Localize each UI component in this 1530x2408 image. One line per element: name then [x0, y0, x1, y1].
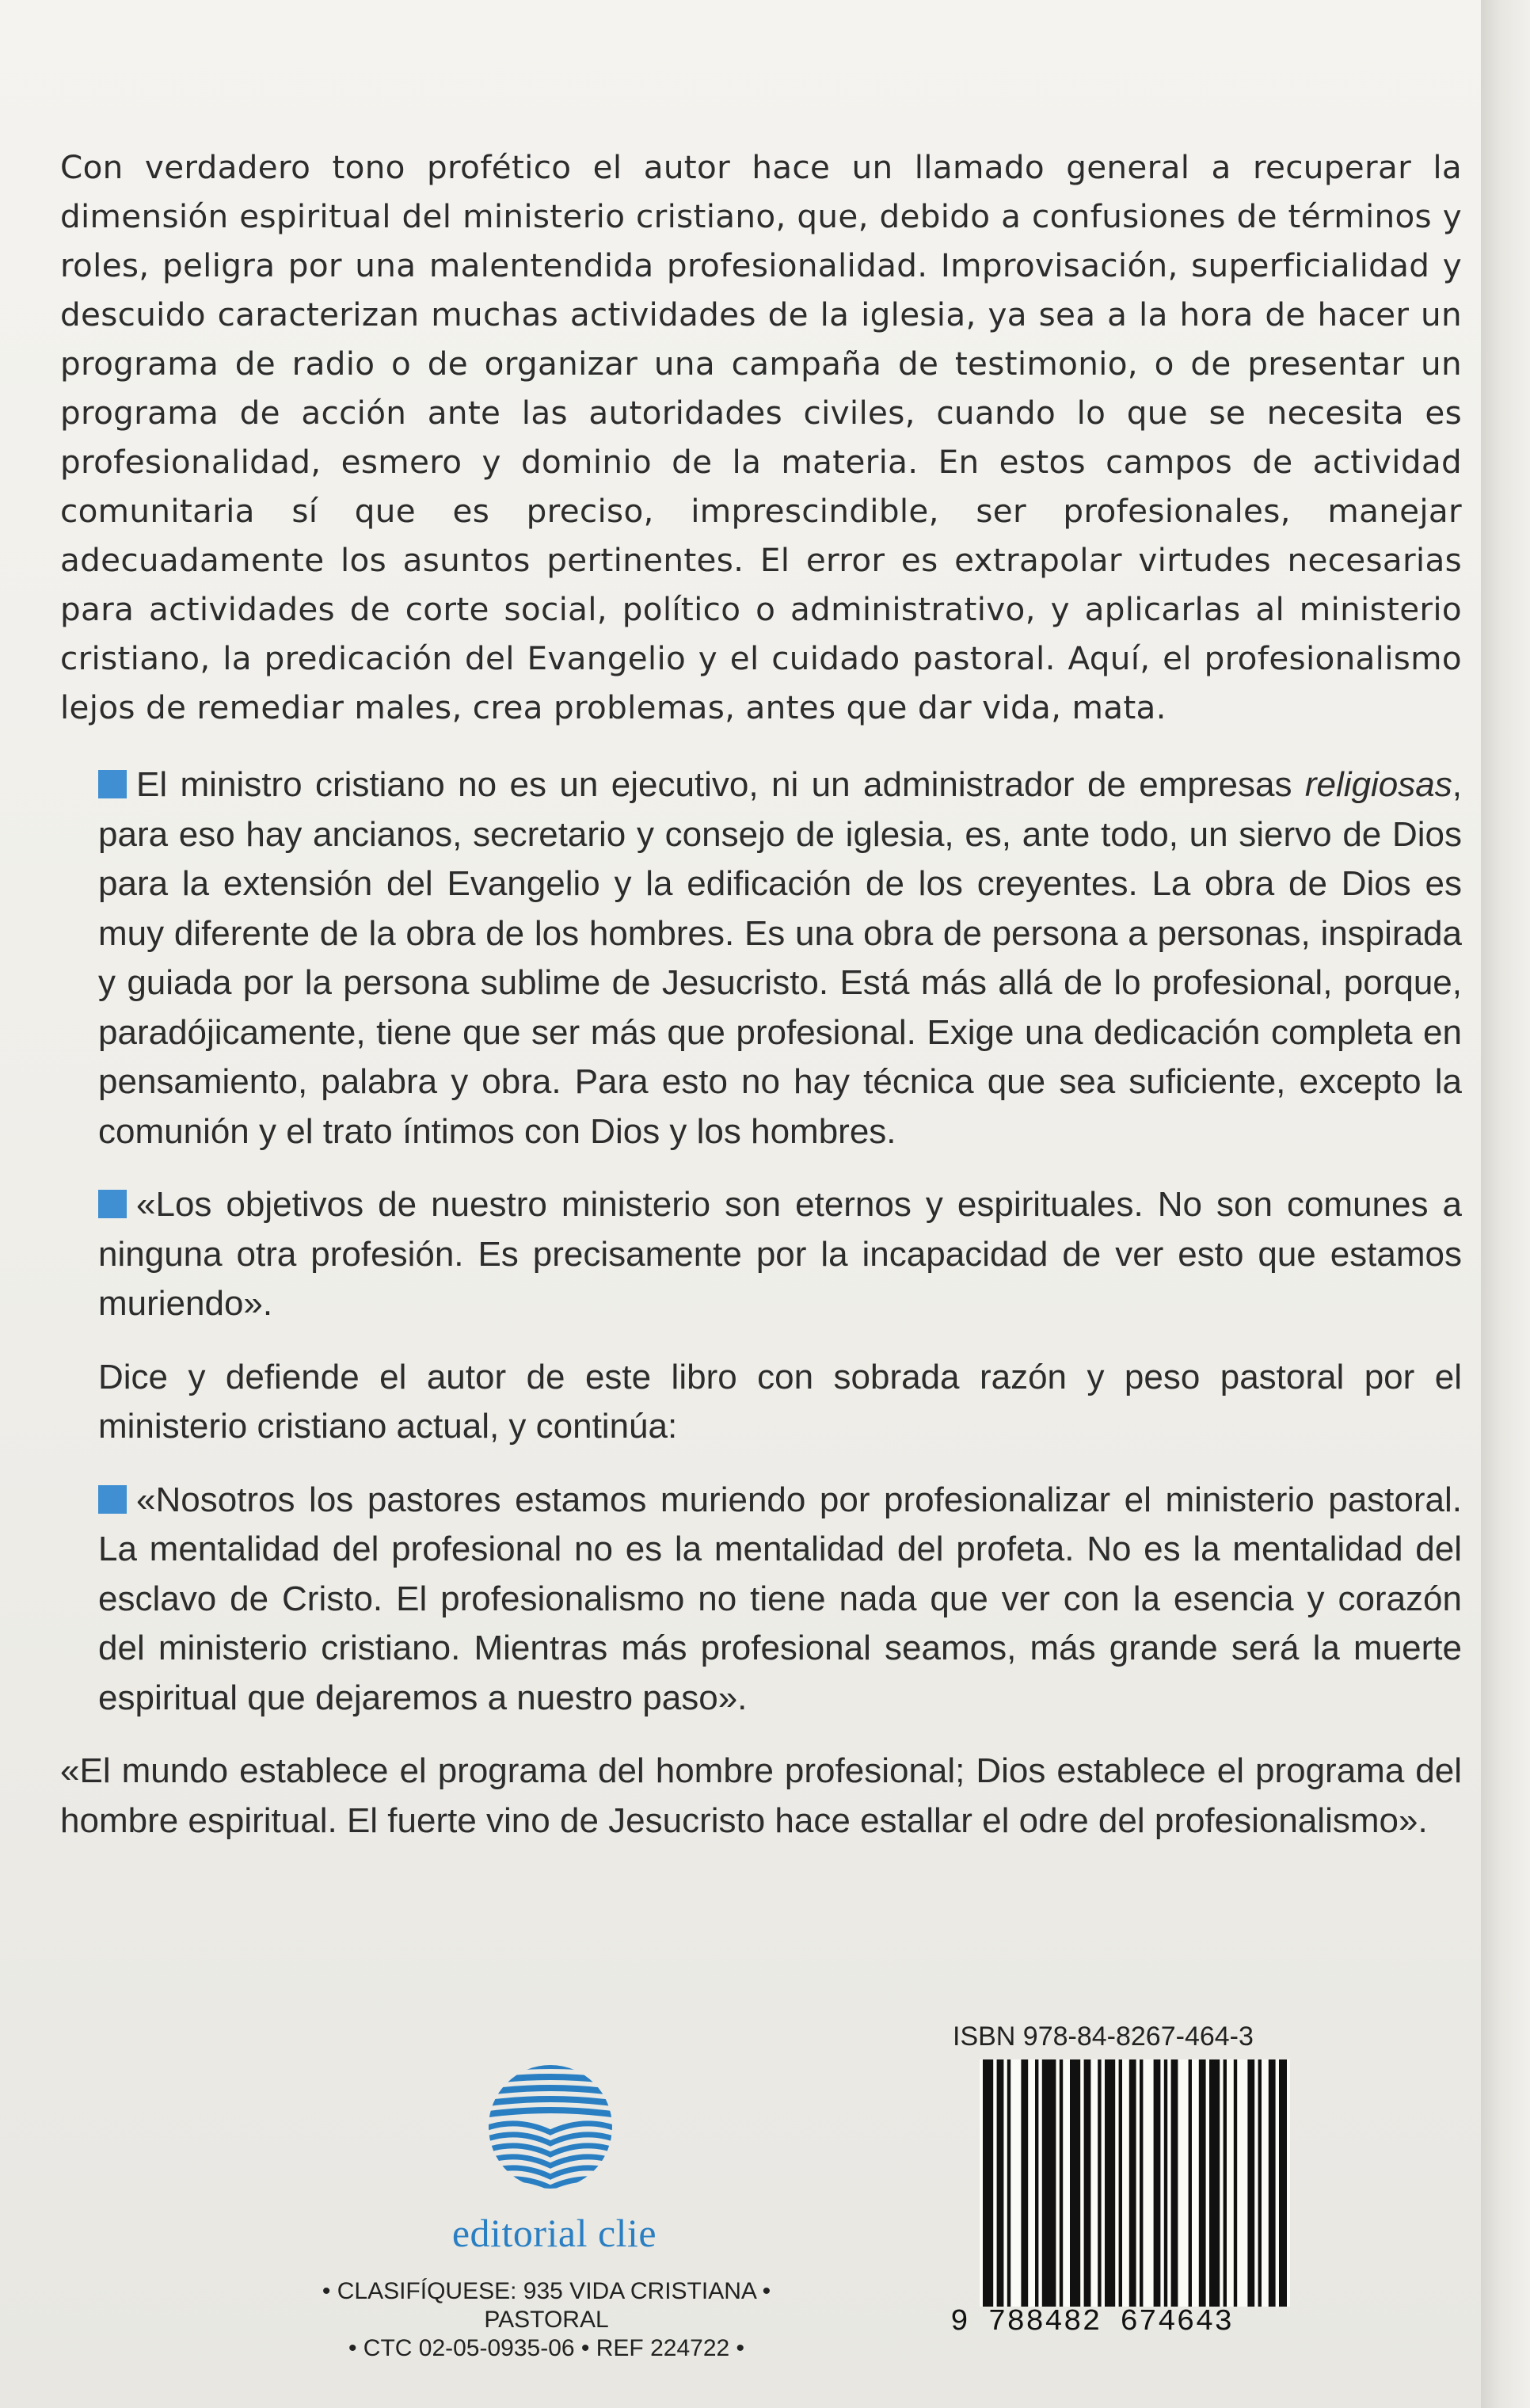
barcode-bars: [980, 2059, 1290, 2307]
bullet-paragraph-3: [60, 1476, 1462, 1724]
classification-block: [269, 2277, 824, 2363]
bullet-3-text: «Nosotros los pastores estamos muriendo por profesionalizar el ministerio pastoral. La mentalidad del profesional no es la mentalidad del profeta. No es la mentalidad del esclavo de Cristo. El profesionalismo no tiene nada que ver con la esencia y corazón del ministerio cristiano. Mientras más profesional seamos, más grande será la muerte espiritual que dejaremos a nuestro paso».: [98, 1480, 1462, 1717]
bullet-paragraph-2: [60, 1180, 1462, 1329]
bullet-paragraph-1: [60, 760, 1462, 1156]
barcode-bar: [1224, 2059, 1227, 2307]
barcode-bar: [1119, 2059, 1122, 2307]
barcode-bar: [1084, 2059, 1091, 2307]
barcode-bar: [1070, 2059, 1080, 2307]
blue-square-bullet-icon: [98, 1190, 127, 1218]
bullet-1-text-end: , para eso hay ancianos, secretario y consejo de iglesia, es, ante todo, un siervo de Dios para la extensión del Evangelio y la edificación de los creyentes. La obra de Dios es muy diferente de la obra de los hombres. Es una obra de persona a personas, inspirada y guiada por la persona sublime de Jesucristo. Está más allá de lo profesional, porque, paradójicamente, tiene que ser más que profesional. Exige una dedicación completa en pensamiento, palabra y obra. Para esto no hay técnica que sea suficiente, excepto la comunión y el trato íntimos con Dios y los hombres.: [98, 765, 1462, 1151]
barcode-bar: [1154, 2059, 1161, 2307]
bullet-1-italic-word: religiosas: [1304, 765, 1452, 804]
classification-line: • CTC 02-05-0935-06 • REF 224722 •: [348, 2335, 745, 2361]
barcode-bar: [1247, 2059, 1254, 2307]
barcode-bar: [1105, 2059, 1115, 2307]
barcode-bar: [1269, 2059, 1276, 2307]
barcode-bar: [1042, 2059, 1056, 2307]
barcode-bar: [1171, 2059, 1178, 2307]
barcode-bar: [1209, 2059, 1220, 2307]
barcode-bar: [1021, 2059, 1028, 2307]
barcode-bar: [1060, 2059, 1063, 2307]
closing-paragraph: «El mundo establece el programa del hombre profesional; Dios establece el programa del hombre espiritual. El fuerte vino de Jesucristo hace estallar el odre del profesionalismo».: [60, 1751, 1462, 1840]
barcode-bar: [1129, 2059, 1136, 2307]
book-spine-edge: [1481, 0, 1530, 2408]
bullet-1-text-start: El ministro cristiano no es un ejecutivo, ni un administrador de empresas: [136, 765, 1305, 804]
classification-line: • CLASIFÍQUESE: 935 VIDA CRISTIANA •: [322, 2278, 771, 2304]
middle-paragraph: Dice y defiende el autor de este libro con sobrada razón y peso pastoral por el ministerio cristiano actual, y continúa:: [98, 1357, 1462, 1446]
isbn-barcode: [980, 2059, 1290, 2307]
barcode-bar: [1164, 2059, 1167, 2307]
barcode-bar: [1234, 2059, 1237, 2307]
barcode-bar: [1035, 2059, 1038, 2307]
barcode-digits: 9 788482 674643: [950, 2305, 1234, 2339]
barcode-bar: [1279, 2059, 1287, 2307]
intro-paragraph: Con verdadero tono profético el autor hace un llamado general a recuperar la dimensión espiritual del ministerio cristiano, que, debido a confusiones de términos y roles, peligra por una malentendida profesionalidad. Improvisación, superficialidad y descuido caracterizan muchas actividades de la iglesia, ya sea a la hora de hacer un programa de radio o de organizar una campaña de testimonio, o de presentar un programa de acción ante las autoridades civiles, cuando lo que se necesita es profesionalidad, esmero y dominio de la materia. En estos campos de actividad comunitaria sí que es preciso, imprescindible, ser profesionales, manejar adecuadamente los asuntos pertinentes. El error es extrapolar virtudes necesarias para actividades de corte social, político o administrativo, y aplicarlas al ministerio cristiano, la predicación del Evangelio y el cuidado pastoral. Aquí, el profesionalismo lejos de remediar males, crea problemas, antes que dar vida, mata.: [60, 148, 1462, 726]
barcode-bar: [1199, 2059, 1206, 2307]
barcode-bar: [1140, 2059, 1143, 2307]
publisher-name: editorial clie: [451, 2211, 657, 2255]
barcode-bar: [983, 2059, 993, 2307]
classification-line: PASTORAL: [484, 2307, 609, 2333]
isbn-label: ISBN 978-84-8267-464-3: [953, 2021, 1254, 2052]
book-globe-logo-icon: [483, 2059, 618, 2194]
blue-square-bullet-icon: [98, 1485, 127, 1514]
blue-square-bullet-icon: [98, 770, 127, 798]
bullet-2-text: «Los objetivos de nuestro ministerio son eternos y espirituales. No son comunes a ninguna otra profesión. Es precisamente por la incapacidad de ver esto que estamos muriendo».: [98, 1185, 1462, 1323]
back-cover-text: [60, 143, 1462, 1846]
barcode-bar: [1007, 2059, 1010, 2307]
barcode-bar: [1098, 2059, 1101, 2307]
barcode-bar: [1258, 2059, 1262, 2307]
barcode-bar: [997, 2059, 1004, 2307]
barcode-bar: [1189, 2059, 1192, 2307]
